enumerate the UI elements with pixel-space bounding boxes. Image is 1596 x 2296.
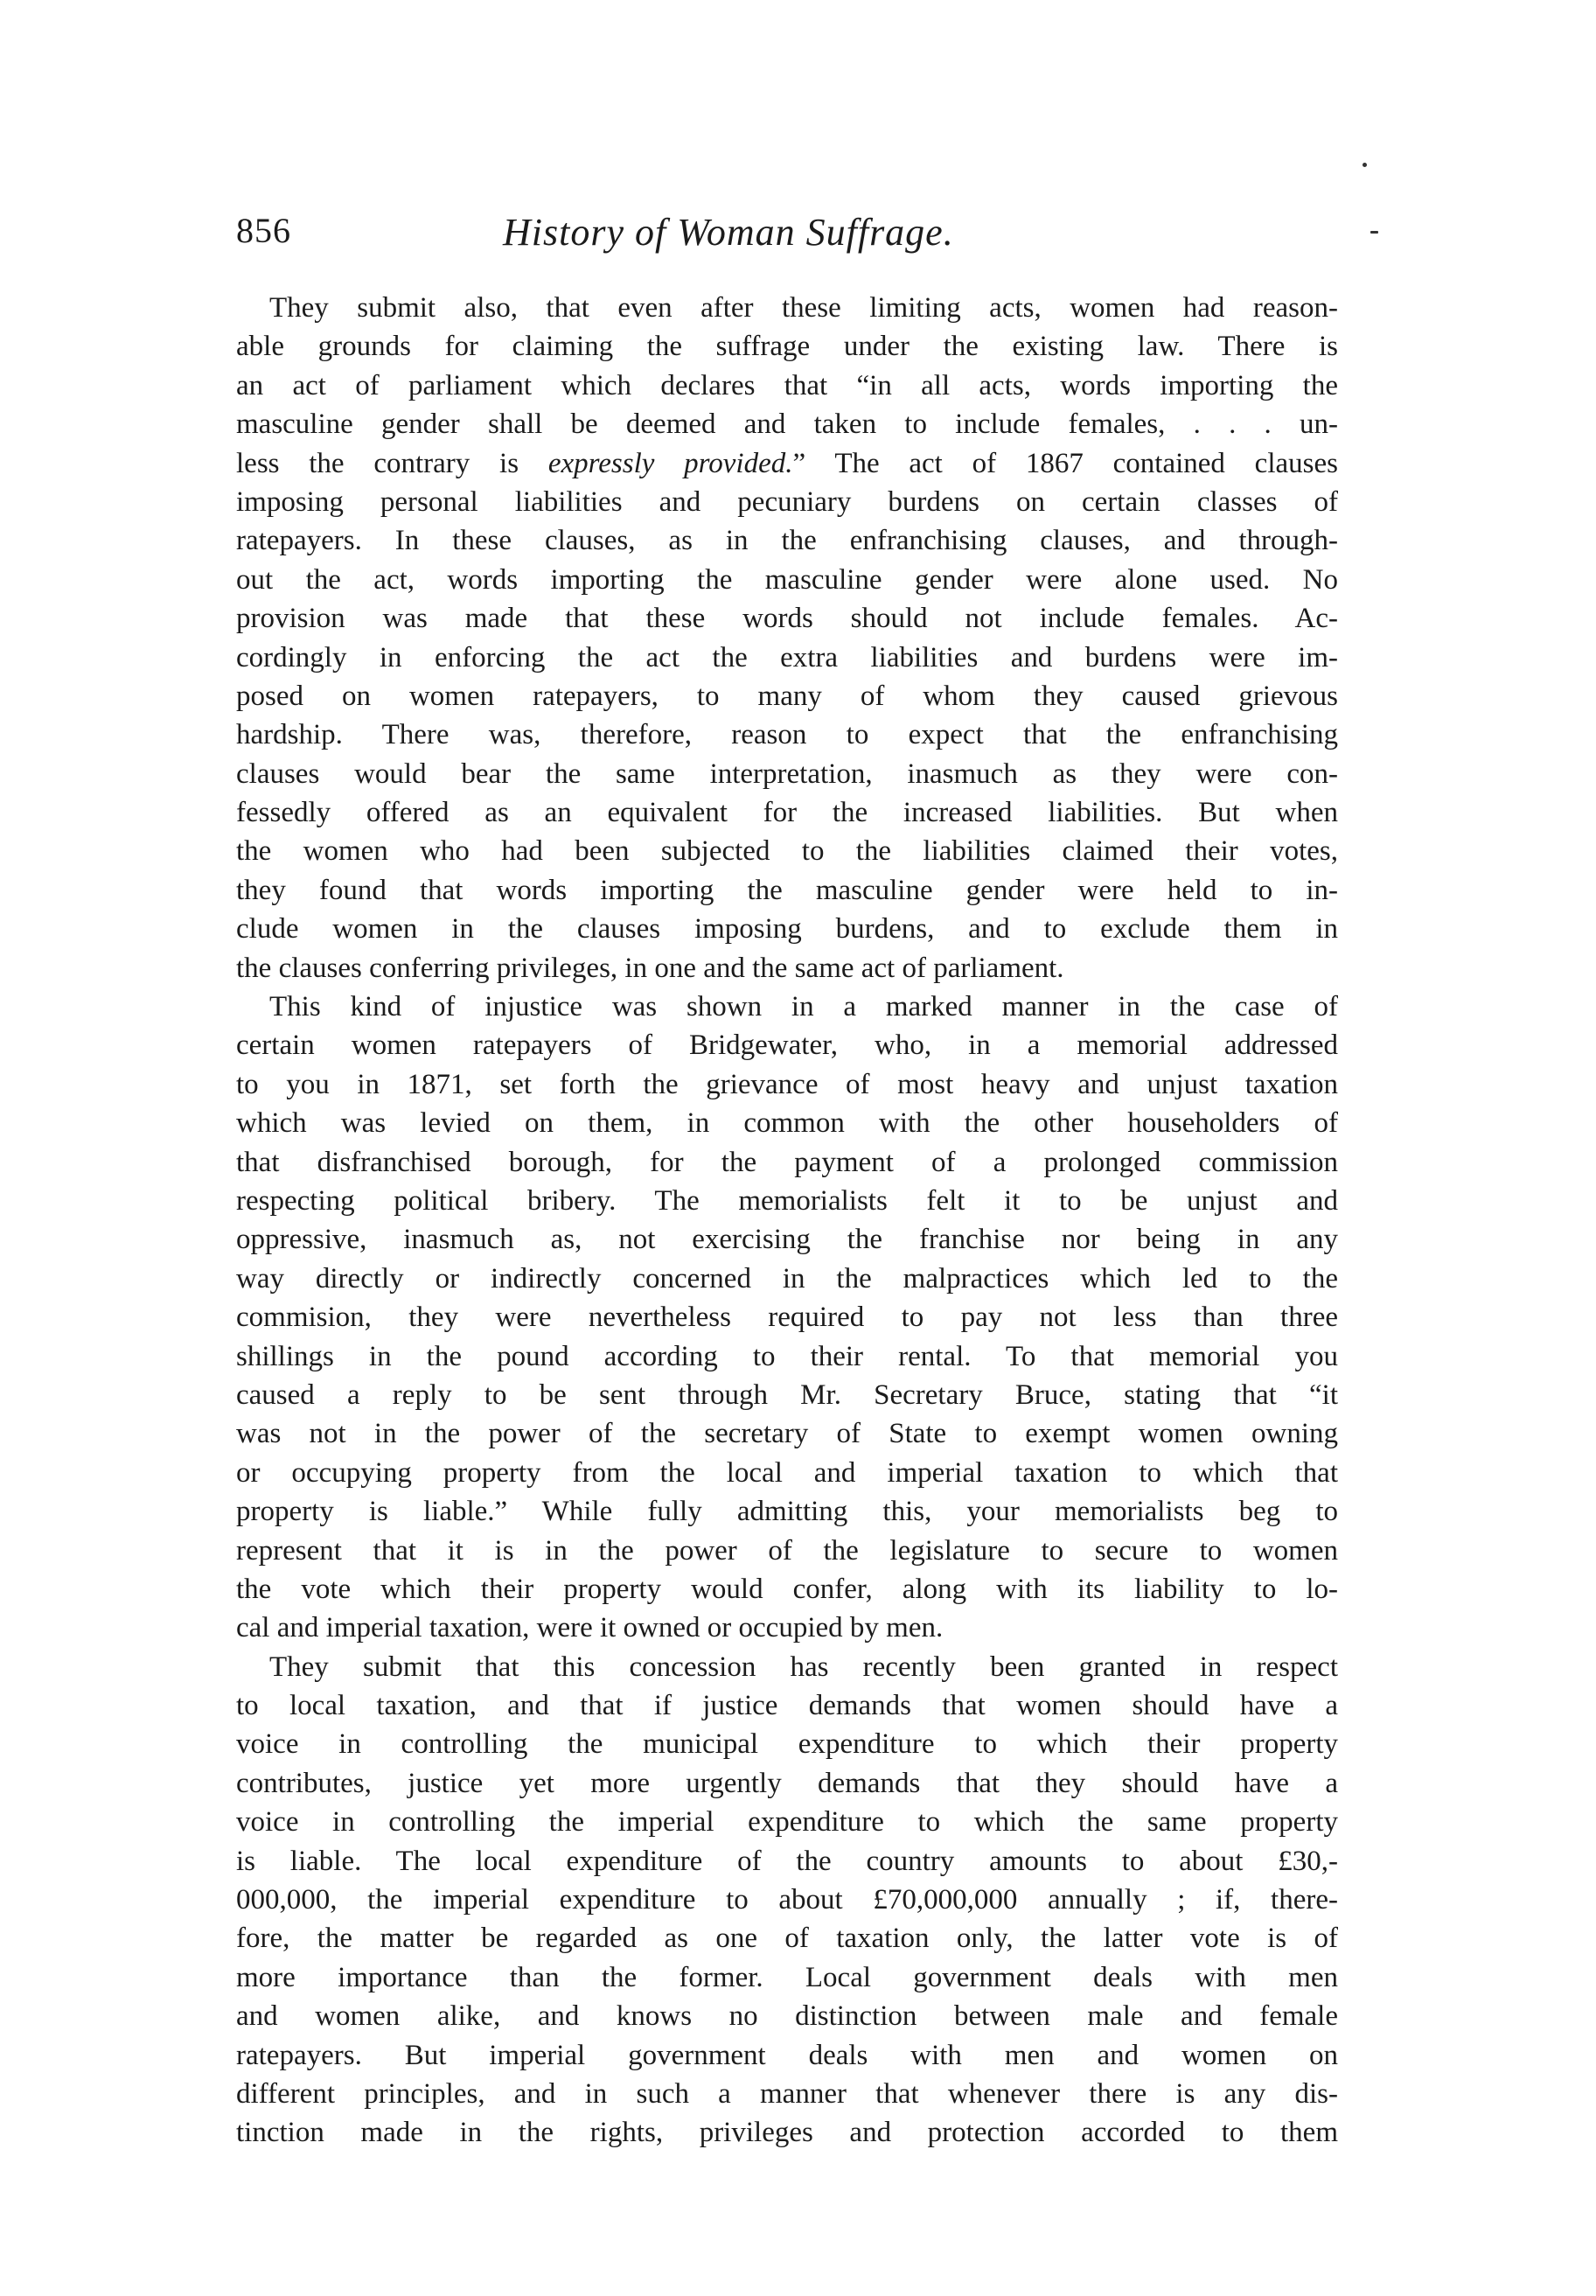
text-line-start: less the contrary is xyxy=(236,447,548,479)
italic-phrase: expressly provided. xyxy=(547,447,793,479)
text-line: way directly or indirectly concerned in the malpractices which led to the xyxy=(236,1262,1338,1295)
text-line xyxy=(236,444,1338,483)
text-line: They submit that this concession has recently been granted in respect xyxy=(269,1650,1338,1683)
book-title: History of Woman Suffrage. xyxy=(503,211,954,254)
text-line: to local taxation, and that if justice demands that women should have a xyxy=(236,1690,1338,1722)
text-line: They submit also, that even after these limiting acts, women had reason- xyxy=(269,292,1338,324)
text-line: was not in the power of the secretary of State to exempt women owning xyxy=(236,1418,1338,1450)
text-line: the vote which their property would confer, along with its liability to lo- xyxy=(236,1573,1338,1605)
running-head xyxy=(236,210,1338,271)
print-speck xyxy=(1363,163,1367,167)
text-line: imposing personal liabilities and pecuniary burdens on certain classes of xyxy=(236,485,1338,518)
text-line: that disfranchised borough, for the payment of a prolonged commission xyxy=(236,1146,1338,1178)
text-line: and women alike, and knows no distinction between male and female xyxy=(236,2000,1338,2033)
text-line: contributes, justice yet more urgently demands that they should have a xyxy=(236,1767,1338,1799)
text-line: they found that words importing the masculine gender were held to in- xyxy=(236,874,1338,906)
text-line: the clauses conferring privileges, in one and the same act of parliament. xyxy=(236,952,1064,984)
text-line: which was levied on them, in common with the other householders of xyxy=(236,1107,1338,1140)
text-line: the women who had been subjected to the liabilities claimed their votes, xyxy=(236,835,1338,868)
text-line: fessedly offered as an equivalent for the increased liabilities. But when xyxy=(236,797,1338,829)
text-line: posed on women ratepayers, to many of whom they caused grievous xyxy=(236,680,1338,712)
text-line: oppressive, inasmuch as, not exercising the franchise nor being in any xyxy=(236,1224,1338,1256)
text-line: respecting political bribery. The memorialists felt it to be unjust and xyxy=(236,1184,1338,1217)
text-line: certain women ratepayers of Bridgewater, who, in a memorial addressed xyxy=(236,1029,1338,1062)
text-line: 000,000, the imperial expenditure to about £70,000,000 annually ; if, there- xyxy=(236,1884,1338,1916)
text-line: cal and imperial taxation, were it owned or occupied by men. xyxy=(236,1612,944,1644)
text-line: caused a reply to be sent through Mr. Secretary Bruce, stating that “it xyxy=(236,1378,1338,1411)
text-line: voice in controlling the municipal expenditure to which their property xyxy=(236,1728,1338,1761)
text-line: represent that it is in the power of the legislature to secure to women xyxy=(236,1534,1338,1567)
text-line: cordingly in enforcing the act the extra liabilities and burdens were im- xyxy=(236,641,1338,673)
body-text xyxy=(236,289,1338,2153)
text-line: able grounds for claiming the suffrage under the existing law. There is xyxy=(236,331,1338,363)
text-line: provision was made that these words should not include females. Ac- xyxy=(236,603,1338,635)
text-line: ratepayers. But imperial government deals with men and women on xyxy=(236,2039,1338,2071)
text-line-end: ” The act of 1867 contained clauses xyxy=(792,447,1338,479)
page-number: 856 xyxy=(236,211,291,250)
text-line: voice in controlling the imperial expenditure to which the same property xyxy=(236,1806,1338,1839)
text-line: masculine gender shall be deemed and taken to include females, . . . un- xyxy=(236,408,1338,441)
text-line: different principles, and in such a manner that whenever there is any dis- xyxy=(236,2077,1338,2110)
text-line: ratepayers. In these clauses, as in the enfranchising clauses, and through- xyxy=(236,525,1338,557)
text-line: commision, they were nevertheless required to pay not less than three xyxy=(236,1302,1338,1334)
text-line: an act of parliament which declares that “in all acts, words importing the xyxy=(236,369,1338,401)
text-line: clauses would bear the same interpretation, inasmuch as they were con- xyxy=(236,757,1338,790)
text-line: more importance than the former. Local government deals with men xyxy=(236,1961,1338,1993)
text-line: to you in 1871, set forth the grievance of most heavy and unjust taxation xyxy=(236,1068,1338,1100)
text-line: tinction made in the rights, privileges and protection accorded to them xyxy=(236,2117,1338,2149)
text-line: hardship. There was, therefore, reason to expect that the enfranchising xyxy=(236,719,1338,751)
text-line: out the act, words importing the masculine gender were alone used. No xyxy=(236,563,1338,596)
text-line: clude women in the clauses imposing burdens, and to exclude them in xyxy=(236,913,1338,946)
text-line: This kind of injustice was shown in a marked manner in the case of xyxy=(269,991,1338,1023)
text-line: shillings in the pound according to their rental. To that memorial you xyxy=(236,1340,1338,1372)
print-speck xyxy=(1370,231,1378,234)
text-line: is liable. The local expenditure of the country amounts to about £30,- xyxy=(236,1845,1338,1877)
text-line: fore, the matter be regarded as one of taxation only, the latter vote is of xyxy=(236,1923,1338,1955)
text-line: or occupying property from the local and imperial taxation to which that xyxy=(236,1456,1338,1489)
text-line: property is liable.” While fully admitting this, your memorialists beg to xyxy=(236,1496,1338,1528)
